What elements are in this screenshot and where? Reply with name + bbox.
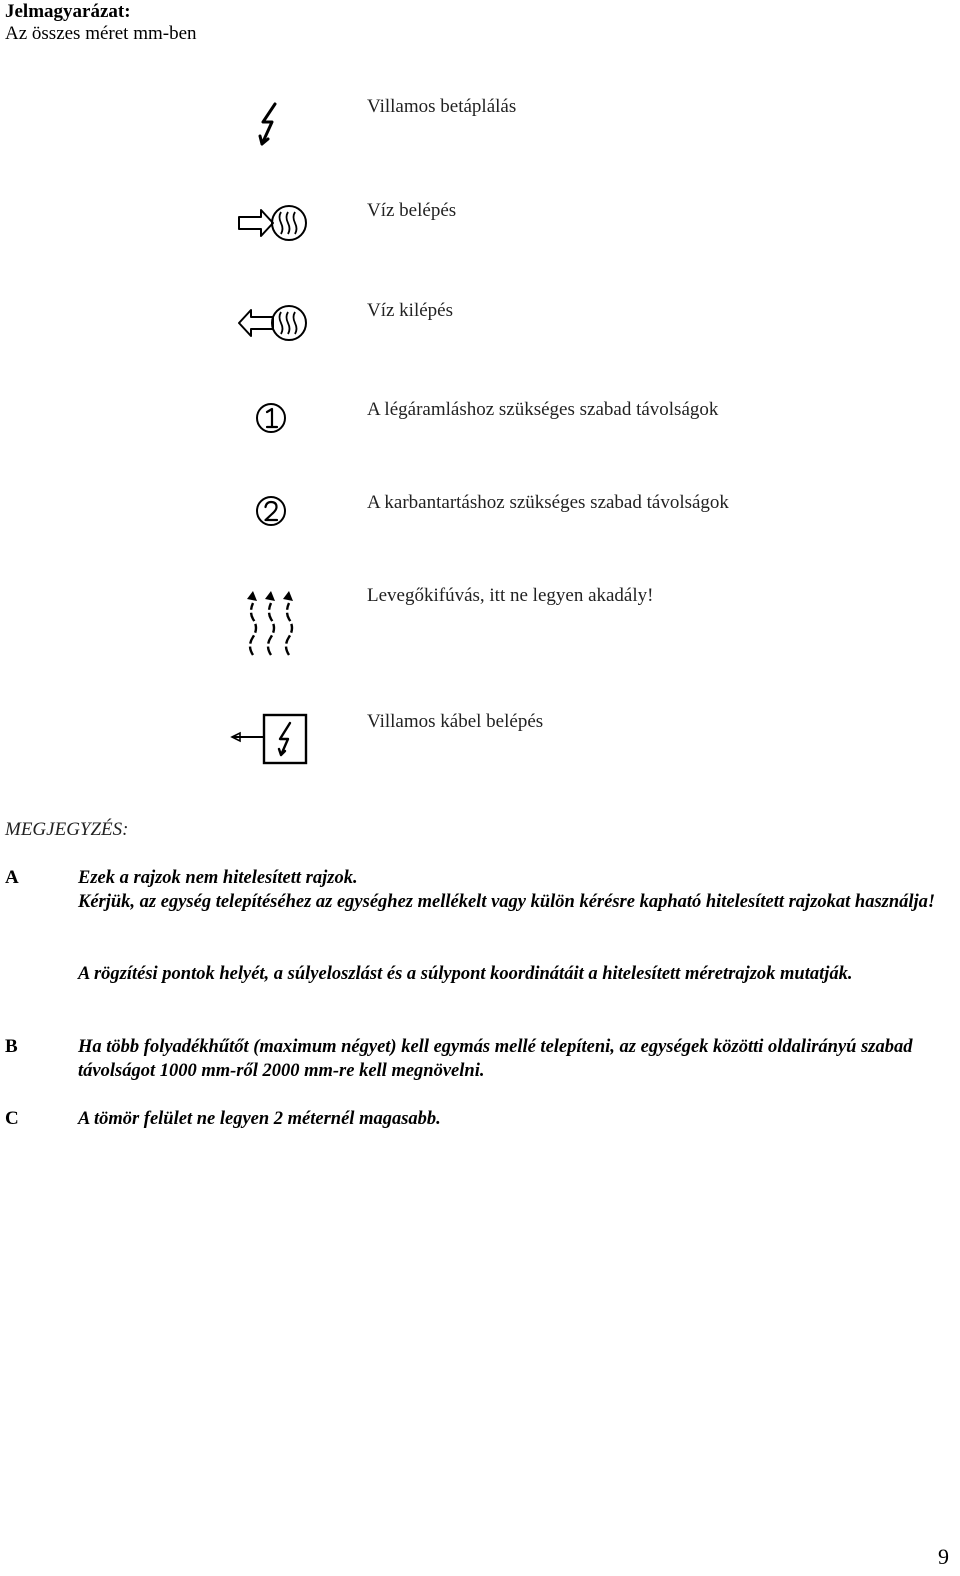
page-title: Jelmagyarázat: — [5, 1, 131, 22]
legend-row-power-supply — [0, 95, 960, 155]
legend-row-water-outlet — [0, 298, 960, 358]
legend-row-air-discharge — [0, 583, 960, 663]
legend-row-cable-entry — [0, 708, 960, 768]
note-a-line2: Kérjük, az egység telepítéséhez az egységhez mellékelt vagy külön kérésre kapható hitelesített rajzokat használja! — [78, 892, 936, 912]
cable-entry-icon — [226, 711, 316, 767]
circled-two-icon — [226, 493, 316, 529]
legend-label: Villamos betáplálás — [367, 96, 517, 117]
note-letter-c: C — [5, 1108, 19, 1129]
note-c-text: A tömör felület ne legyen 2 méternél magasabb. — [78, 1109, 441, 1129]
notes-heading: MEGJEGYZÉS: — [5, 819, 129, 840]
legend-label: Levegőkifúvás, itt ne legyen akadály! — [367, 585, 654, 606]
legend-row-airflow-clearance — [0, 398, 960, 438]
note-b-text: Ha több folyadékhűtőt (maximum négyet) kell egymás mellé telepíteni, az egységek közötti oldalirányú szabad távolságot 1000 mm-ről 2000 mm-re kell megnövelni. — [78, 1037, 913, 1081]
water-outlet-icon — [226, 298, 316, 348]
note-letter-a: A — [5, 867, 19, 888]
note-letter-b: B — [5, 1036, 18, 1057]
page-number: 9 — [938, 1544, 949, 1569]
lightning-icon — [226, 100, 316, 150]
note-a-line1: Ezek a rajzok nem hitelesített rajzok. — [78, 868, 358, 888]
page-subtitle: Az összes méret mm-ben — [5, 23, 197, 44]
circled-one-icon — [226, 400, 316, 436]
legend-label: Villamos kábel belépés — [367, 711, 544, 732]
legend-label: Víz belépés — [367, 200, 457, 221]
legend-label: A légáramláshoz szükséges szabad távolságok — [367, 399, 719, 420]
note-a-line3: A rögzítési pontok helyét, a súlyeloszlást és a súlypont koordinátáit a hitelesített méretrajzok mutatják. — [78, 964, 853, 984]
legend-row-water-inlet — [0, 198, 960, 258]
legend-label: A karbantartáshoz szükséges szabad távolságok — [367, 492, 729, 513]
legend-row-maintenance-clearance — [0, 491, 960, 531]
legend-label: Víz kilépés — [367, 300, 454, 321]
water-inlet-icon — [226, 198, 316, 248]
air-discharge-icon — [226, 585, 316, 659]
